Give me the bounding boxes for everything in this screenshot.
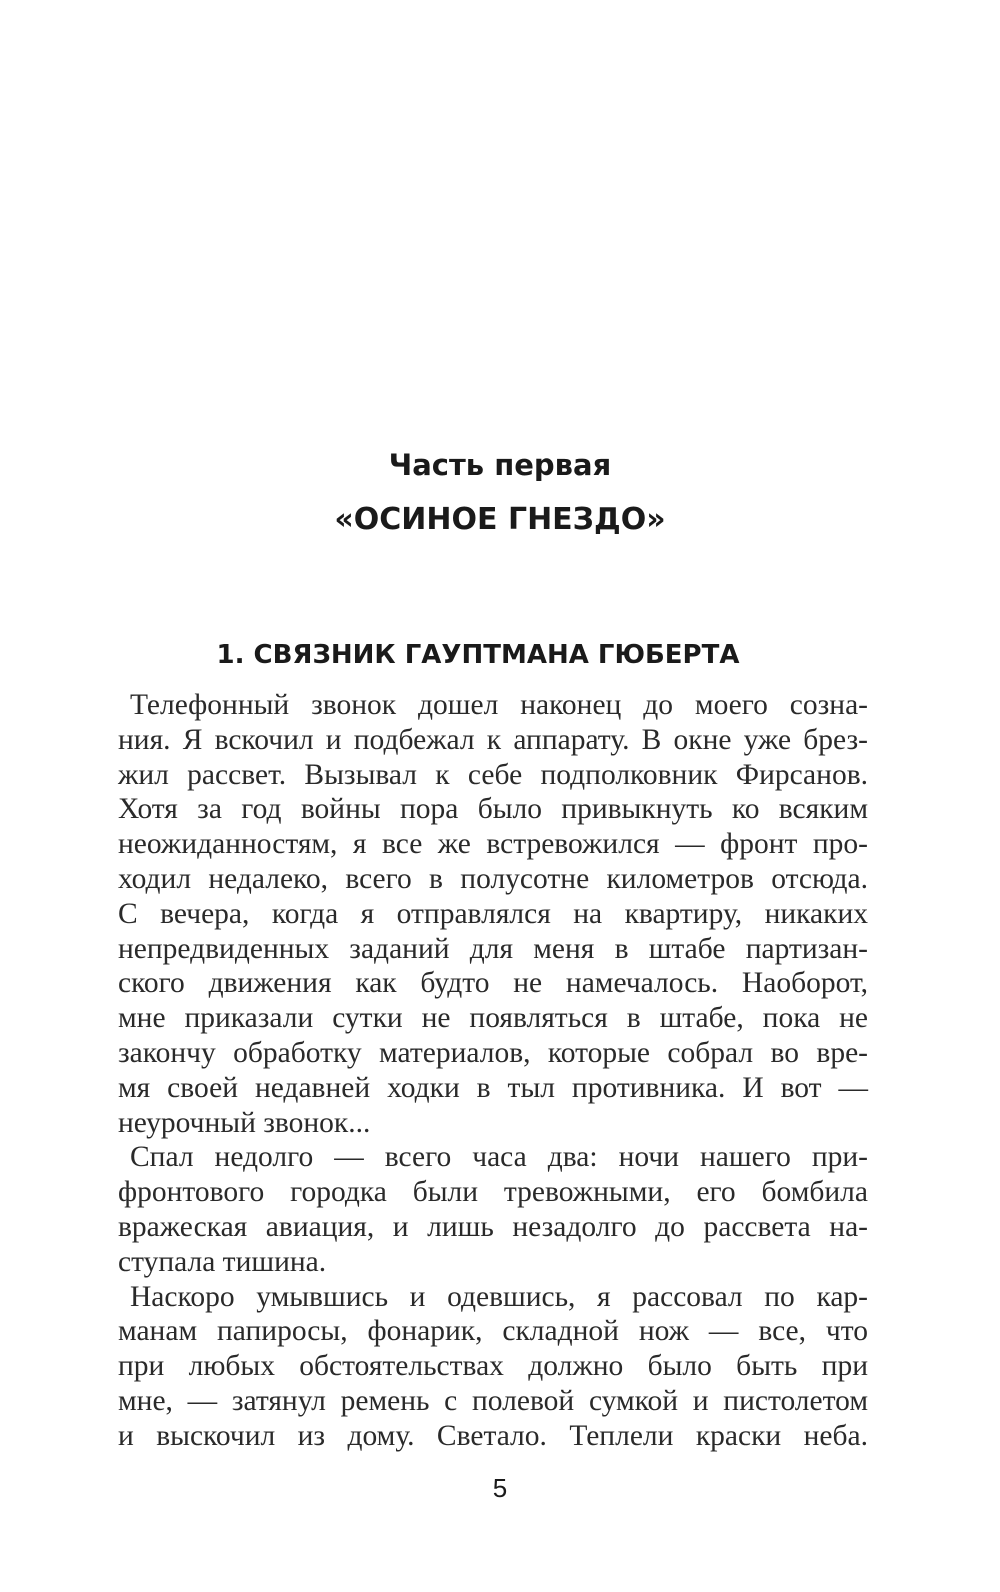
text-line: вражеская авиация, и лишь незадолго до рассвета на- [118, 1210, 868, 1243]
text-line: фронтового городка были тревожными, его бомбила [118, 1176, 868, 1209]
text-line: ходил недалеко, всего в полусотне километров отсюда. [118, 862, 868, 895]
text-line: неожиданностям, я все же встревожился — фронт про- [118, 828, 868, 861]
text-line: мне приказали сутки не появляться в штабе, пока не [118, 1002, 868, 1035]
text-line: мя своей недавней ходки в тыл противника. И вот — [118, 1071, 868, 1104]
text-line: непредвиденных заданий для меня в штабе партизан- [118, 932, 868, 965]
text-line: ступала тишина. [118, 1245, 327, 1278]
text-line: жил рассвет. Вызывал к себе подполковник Фирсанов. [118, 758, 868, 791]
text-line: неурочный звонок... [118, 1106, 371, 1139]
text-line: Хотя за год войны пора было привыкнуть ко всяким [118, 793, 868, 826]
paragraph-2 [118, 1140, 868, 1279]
page-number: 5 [492, 1473, 508, 1503]
body-text [118, 688, 868, 1454]
part-title: «ОСИНОЕ ГНЕЗДО» [334, 502, 666, 537]
text-line: ния. Я вскочил и подбежал к аппарату. В окне уже брез- [118, 723, 868, 756]
text-line: Наскоро умывшись и одевшись, я рассовал по кар- [130, 1280, 868, 1313]
text-line: Спал недолго — всего часа два: ночи нашего при- [130, 1141, 868, 1174]
text-line: закончу обработку материалов, которые собрал во вре- [118, 1036, 868, 1069]
text-line: С вечера, когда я отправлялся на квартиру, никаких [118, 897, 868, 930]
text-line: при любых обстоятельствах должно было быть при [118, 1350, 868, 1383]
paragraph-3 [118, 1280, 868, 1454]
part-label: Часть первая [388, 448, 612, 482]
text-line: ского движения как будто не намечалось. Наоборот, [118, 967, 868, 1000]
chapter-title: 1. СВЯЗНИК ГАУПТМАНА ГЮБЕРТА [216, 640, 740, 670]
paragraph-1 [118, 688, 868, 1140]
text-line: мне, — затянул ремень с полевой сумкой и пистолетом [118, 1384, 868, 1417]
text-line: и выскочил из дому. Светало. Теплели краски неба. [118, 1419, 868, 1452]
text-line: манам папиросы, фонарик, складной нож — все, что [118, 1315, 868, 1348]
text-line: Телефонный звонок дошел наконец до моего созна- [130, 689, 868, 721]
